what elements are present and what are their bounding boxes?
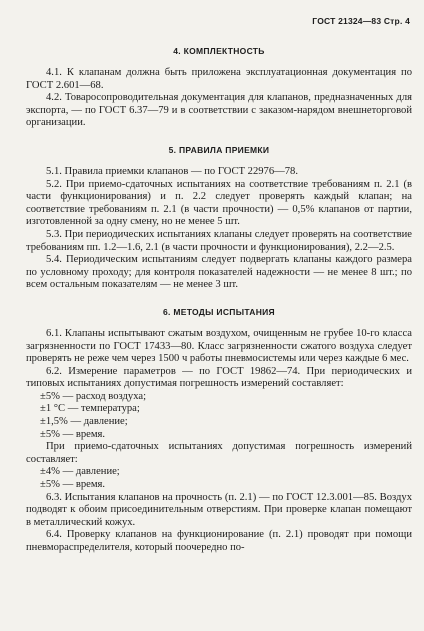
- document-body: [26, 28, 412, 555]
- section-title-acceptance: 5. ПРАВИЛА ПРИЕМКИ: [168, 144, 270, 155]
- section-title-completeness: 4. КОМПЛЕКТНОСТЬ: [173, 46, 265, 56]
- tolerance-item: ±5% — расход воздуха;: [40, 390, 147, 402]
- tolerance-item: ±1 °С — температура;: [40, 403, 140, 415]
- paragraph-6-3: 6.3. Испытания клапанов на прочность (п. 2.1) — по ГОСТ 12.3.001—85. Воздух подводят к обоим присоединительным отверстиям. При проверке клапан помещают в металлический кожух.: [26, 491, 412, 528]
- paragraph-6-2-acceptance: При приемо-сдаточных испытаниях допустимая погрешность измерений составляет:: [26, 441, 412, 465]
- section-title-test-methods: 6. МЕТОДЫ ИСПЫТАНИЯ: [163, 306, 275, 317]
- paragraph-6-1: 6.1. Клапаны испытывают сжатым воздухом, очищенным не грубее 10-го класса загрязненности по ГОСТ 17433—80. Класс загрязненности сжатого воздуха следует проверять не реже чем через 1500 ч работы пневмосистемы или через каждые 6 мес.: [26, 327, 412, 365]
- paragraph-5-1: 5.1. Правила приемки клапанов — по ГОСТ 22976—78.: [46, 165, 298, 177]
- tolerance-item: ±5% — время.: [40, 428, 106, 440]
- paragraph-5-2: 5.2. При приемо-сдаточных испытаниях на соответствие требованиям п. 2.1 (в части функционирования) и п. 2.2 следует проверять каждый клапан; на соответствие требованиям п. 2.1 (в части прочности) — 0,5% клапанов от партии, изготовленной за одну смену, но не менее 5 шт.: [26, 178, 412, 228]
- paragraph-6-2: 6.2. Измерение параметров — по ГОСТ 19862—74. При периодических и типовых испытаниях допустимая погрешность измерений составляет:: [26, 365, 412, 390]
- running-header: ГОСТ 21324—83 Стр. 4: [312, 16, 410, 26]
- paragraph-4-2: 4.2. Товаросопроводительная документация для клапанов, предназначенных для экспорта, — по ГОСТ 6.37—79 и в соответствии с заказом-нарядом внешнеторговой организации.: [26, 92, 412, 129]
- paragraph-6-4: 6.4. Проверку клапанов на функционирование (п. 2.1) проводят при помощи пневмораспределителя, который поочередно по-: [26, 529, 412, 553]
- paragraph-5-4: 5.4. Периодическим испытаниям следует подвергать клапаны каждого размера по условному проходу; для контроля показателей надежности — не менее 8 шт.; по всем остальным показателям — не менее 3 шт.: [26, 254, 412, 291]
- paragraph-4-1: 4.1. К клапанам должна быть приложена эксплуатационная документация по ГОСТ 2.601—68.: [26, 67, 412, 91]
- tolerance-item: ±4% — давление;: [40, 466, 120, 478]
- tolerance-item: ±1,5% — давление;: [40, 416, 128, 428]
- tolerance-item: ±5% — время.: [40, 479, 106, 491]
- paragraph-5-3: 5.3. При периодических испытаниях клапаны следует проверять на соответствие требованиям пп. 1.2—1.6, 2.1 (в части прочности и функционирования), 2.2—2.5.: [26, 228, 412, 253]
